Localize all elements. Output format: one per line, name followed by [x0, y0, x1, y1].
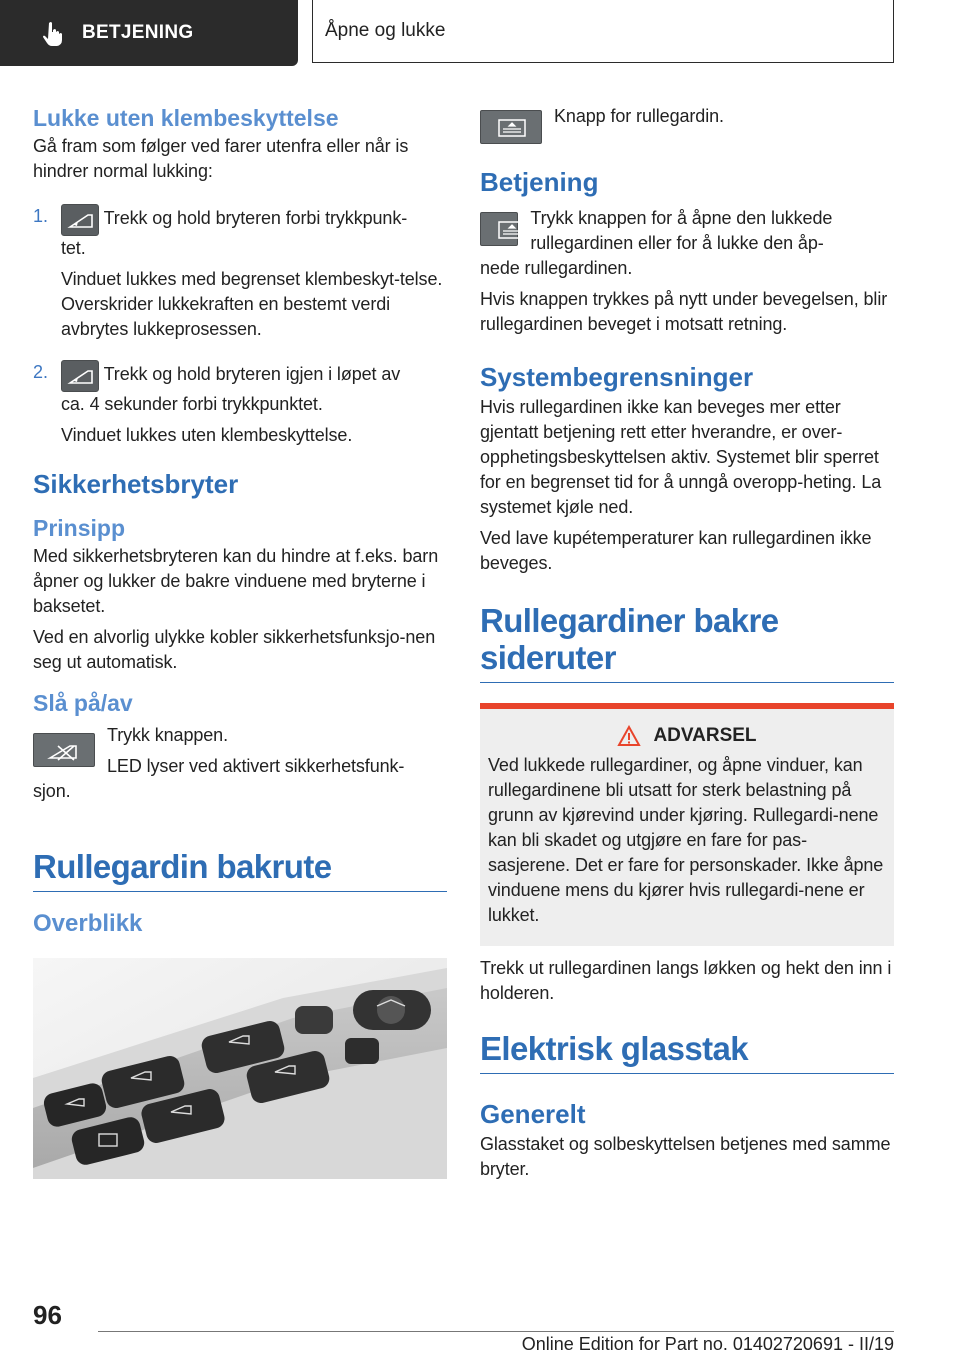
paragraph-lukke: Gå fram som følger ved farer utenfra eller når is hindrer normal lukking:	[33, 136, 409, 181]
warning-title: ADVARSEL	[653, 725, 757, 746]
heading-bakre-line1: Rullegardiner bakre	[480, 602, 779, 639]
safety-switch-text-1: Trykk knappen.	[107, 725, 228, 745]
heading-sla-pa-av: Slå på/av	[33, 690, 133, 716]
heading-bakre-line2: sideruter	[480, 639, 894, 683]
step1-text-cont: tet.	[61, 238, 86, 258]
right-column	[480, 100, 894, 1182]
safety-switch-row	[33, 723, 447, 779]
page-header	[0, 0, 960, 66]
paragraph-generelt: Glasstaket og solbeskyttelsen betjenes med samme bryter.	[480, 1134, 891, 1179]
blind-button-row	[480, 106, 894, 144]
heading-generelt: Generelt	[480, 1099, 586, 1129]
heading-glasstak: Elektrisk glasstak	[480, 1030, 894, 1074]
step1-subtext: Vinduet lukkes med begrenset klembeskyt-telse. Overskrider lukkekraften en bestemt verdi avbrytes lukkeprosessen.	[61, 269, 443, 339]
blind-button-text: Knapp for rullegardin.	[554, 106, 724, 126]
operation-text-1: Trykk knappen for å åpne den lukkede rullegardinen eller for å lukke den åp-	[530, 208, 833, 253]
edition-text: Online Edition for Part no. 01402720691 - II/19	[521, 1334, 894, 1354]
section-tab[interactable]	[0, 0, 298, 66]
warning-box	[480, 703, 894, 946]
step2-subtext: Vinduet lukkes uten klembeskyttelse.	[61, 425, 353, 445]
safety-switch-text-2: LED lyser ved aktivert sikkerhetsfunk-	[107, 756, 405, 776]
heading-betjening: Betjening	[480, 167, 599, 197]
heading-lukke: Lukke uten klembeskyttelse	[33, 105, 339, 131]
safety-switch-text-3: sjon.	[33, 781, 71, 801]
step1-text: Trekk og hold bryteren forbi trykkpunk-	[99, 208, 408, 229]
paragraph-trekk: Trekk ut rullegardinen langs løkken og hekt den inn i holderen.	[480, 958, 892, 1003]
heading-rullegardin-bakrute: Rullegardin bakrute	[33, 848, 447, 892]
rear-blind-button-icon	[480, 212, 518, 246]
step2-text-cont: ca. 4 sekunder forbi trykkpunktet.	[61, 394, 323, 414]
door-switch-panel-image	[33, 958, 447, 1179]
paragraph-system-2: Ved lave kupétemperaturer kan rullegardinen ikke beveges.	[480, 528, 872, 573]
heading-prinsipp: Prinsipp	[33, 515, 126, 541]
paragraph-prinsipp-2: Ved en alvorlig ulykke kobler sikkerhetsfunksjo-nen seg ut automatisk.	[33, 627, 436, 672]
operation-text-2: nede rullegardinen.	[480, 258, 633, 278]
warning-triangle-icon	[617, 725, 641, 747]
chapter-tab[interactable]	[312, 0, 894, 63]
window-switch-icon	[61, 204, 99, 236]
paragraph-prinsipp-1: Med sikkerhetsbryteren kan du hindre at f.eks. barn åpner og lukker de bakre vinduene med bryterne i baksetet.	[33, 546, 439, 616]
step-number: 2.	[33, 362, 49, 382]
warning-title-row	[488, 725, 886, 747]
hand-pointer-icon	[40, 20, 66, 46]
operation-row	[480, 206, 894, 256]
chapter-title: Åpne og lukke	[325, 20, 446, 41]
paragraph-betjening: Hvis knappen trykkes på nytt under bevegelsen, blir rullegardinen beveget i motsatt retning.	[480, 289, 888, 334]
paragraph-system-1: Hvis rullegardinen ikke kan beveges mer etter gjentatt betjening rett etter hverandre, er over-opphetingsbeskyttelsen aktiv. Systemet blir sperret for en begrenset tid for å unngå overopp-heting. La systemet kjøle ned.	[480, 397, 882, 517]
step-number: 1.	[33, 206, 49, 226]
step2-text: Trekk og hold bryteren igjen i løpet av	[99, 364, 401, 385]
heading-sikkerhetsbryter: Sikkerhetsbryter	[33, 469, 239, 499]
section-label: BETJENING	[82, 22, 194, 43]
step-2	[33, 360, 447, 448]
rear-blind-button-icon	[480, 110, 542, 144]
window-switch-icon	[61, 360, 99, 392]
safety-switch-icon	[33, 733, 95, 767]
heading-systembegrensninger: Systembegrensninger	[480, 362, 754, 392]
warning-text: Ved lukkede rullegardiner, og åpne vinduer, kan rullegardinene bli utsatt for sterk belastning på grunn av kjørevind under kjøring. Rullegardi-nene kan bli skadet og utgjøre en fare for pas-sasjerene. Det er fare for personskader. Ikke åpne vinduene mens du kjører hvis rullegardi-nene er lukket.	[488, 755, 884, 925]
page-number: 96	[33, 1300, 62, 1330]
step-1	[33, 204, 447, 342]
heading-overblikk: Overblikk	[33, 910, 143, 937]
footer-divider	[98, 1331, 894, 1332]
left-column	[33, 100, 447, 1179]
